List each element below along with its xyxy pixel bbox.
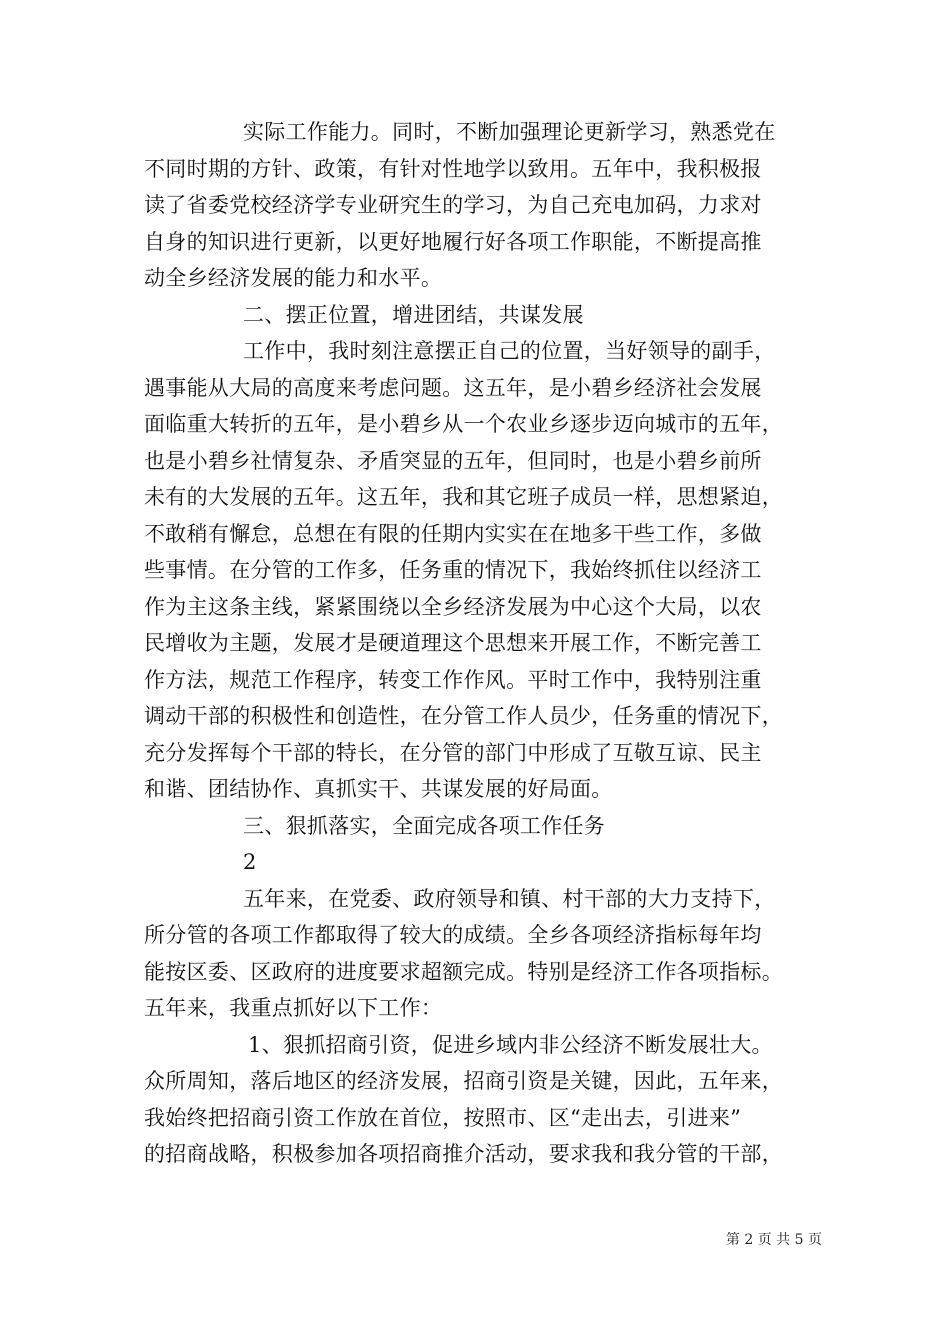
text-line: 所分管的各项工作都取得了较大的成绩。全乡各项经济指标每年均: [144, 923, 762, 947]
text-line: 作方法，规范工作程序，转变工作作风。平时工作中，我特别注重: [144, 667, 762, 692]
text-line: 不同时期的方针、政策，有针对性地学以致用。五年中，我积极报: [144, 156, 762, 181]
text-line: 也是小碧乡社情复杂、矛盾突显的五年，但同时，也是小碧乡前所: [144, 448, 762, 473]
text-line: 充分发挥每个干部的特长，在分管的部门中形成了互敬互谅、民主: [144, 740, 762, 765]
text-line: 工作中，我时刻注意摆正自己的位置，当好领导的副手，: [243, 339, 776, 363]
text-line: 五年来，在党委、政府领导和镇、村干部的大力支持下，: [243, 886, 776, 911]
text-line: 民增收为主题，发展才是硬道理这个思想来开展工作，不断完善工: [144, 631, 762, 655]
text-line: 的招商战略，积极参加各项招商推介活动，要求我和我分管的干部，: [144, 1142, 783, 1166]
inline-page-number: 2: [243, 850, 257, 874]
page-footer: 第 2 页 共 5 页: [725, 1232, 822, 1248]
text-line: 作为主这条主线，紧紧围绕以全乡经济发展为中心这个大局，以农: [144, 594, 762, 619]
subsection-heading: 1、狠抓招商引资，促进乡域内非公经济不断发展壮大。: [248, 1032, 773, 1057]
text-line: 些事情。在分管的工作多，任务重的情况下，我始终抓住以经济工: [144, 558, 762, 582]
section-heading: 二、摆正位置，增进团结，共谋发展: [243, 302, 584, 327]
text-line: 动全乡经济发展的能力和水平。: [144, 266, 443, 290]
text-line: 众所周知，落后地区的经济发展，招商引资是关键，因此，五年来，: [144, 1069, 783, 1093]
text-line: 五年来，我重点抓好以下工作：: [144, 996, 443, 1020]
text-line: 不敢稍有懈怠，总想在有限的任期内实实在在地多干些工作，多做: [144, 521, 762, 546]
text-line: 调动干部的积极性和创造性，在分管工作人员少，任务重的情况下，: [144, 704, 783, 728]
text-line: 实际工作能力。同时，不断加强理论更新学习，熟悉党在: [243, 120, 776, 144]
section-heading: 三、狠抓落实，全面完成各项工作任务: [243, 813, 606, 838]
text-line: 和谐、团结协作、真抓实干、共谋发展的好局面。: [144, 777, 613, 801]
text-line: 面临重大转折的五年，是小碧乡从一个农业乡逐步迈向城市的五年，: [144, 412, 783, 436]
text-line: 遇事能从大局的高度来考虑问题。这五年，是小碧乡经济社会发展: [144, 375, 762, 400]
text-line: 自身的知识进行更新，以更好地履行好各项工作职能，不断提高推: [144, 229, 762, 254]
document-body: [144, 114, 824, 1173]
text-line: 读了省委党校经济学专业研究生的学习，为自己充电加码，力求对: [144, 193, 762, 217]
text-line: 未有的大发展的五年。这五年，我和其它班子成员一样，思想紧迫，: [144, 485, 783, 509]
text-line: 能按区委、区政府的进度要求超额完成。特别是经济工作各项指标。: [144, 959, 783, 984]
text-line: 我始终把招商引资工作放在首位，按照市、区“走出去，引进来”: [144, 1105, 742, 1130]
